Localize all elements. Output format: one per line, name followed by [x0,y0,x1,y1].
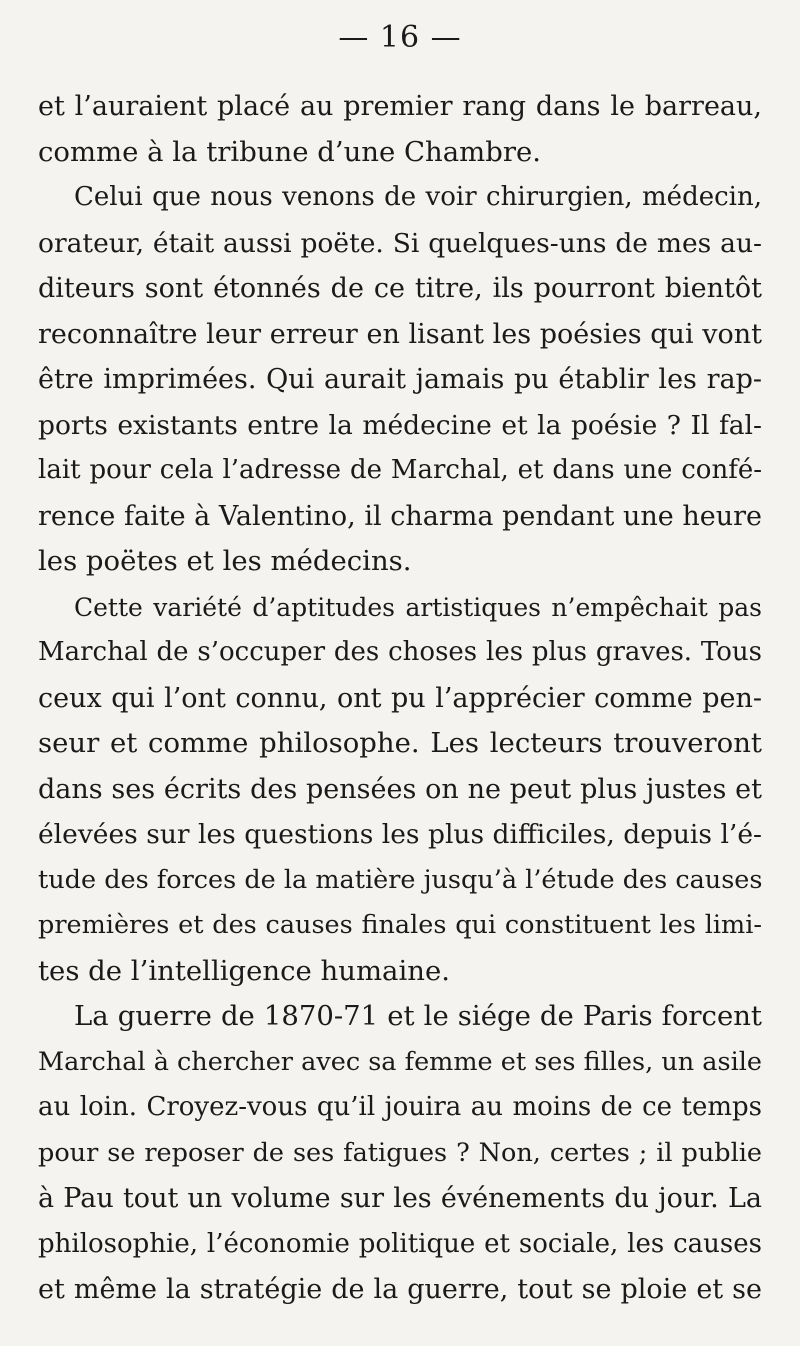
text-line: seur et comme philosophe. Les lecteurs trouveront [38,727,762,759]
text-line: dans ses écrits des pensées on ne peut plus justes et [38,773,762,805]
text-line: ports existants entre la médecine et la poésie ? Il fal- [38,409,762,441]
text-line: diteurs sont étonnés de ce titre, ils pourront bientôt [38,273,762,304]
text-line: ceux qui l’ont connu, ont pu l’apprécier comme pen- [38,682,762,714]
text-line: comme à la tribune d’une Chambre. [38,135,542,168]
text-line: tude des forces de la matière jusqu’à l’étude des causes [38,864,763,895]
text-line: philosophie, l’économie politique et sociale, les causes [38,1228,762,1259]
text-line: premières et des causes finales qui constituent les limi- [38,910,762,940]
text-line: lait pour cela l’adresse de Marchal, et dans une confé- [38,455,762,485]
text-line: La guerre de 1870-71 et le siége de Paris forcent [74,1000,762,1032]
text-line: élevées sur les questions les plus difficiles, depuis l’é- [38,819,762,850]
text-line: tes de l’intelligence humaine. [38,954,450,987]
text-line: rence faite à Valentino, il charma pendant une heure [38,500,762,532]
text-line: à Pau tout un volume sur les événements du jour. La [38,1183,762,1214]
text-line: au loin. Croyez-vous qu’il jouira au moins de ce temps [38,1092,762,1122]
text-line: Cette variété d’aptitudes artistiques n’empêchait pas [74,592,762,622]
text-line: les poëtes et les médecins. [38,545,412,577]
text-line: être imprimées. Qui aurait jamais pu établir les rap- [38,364,762,395]
text-line: Marchal de s’occuper des choses les plus graves. Tous [38,637,762,667]
text-line: Celui que nous venons de voir chirurgien, médecin, [74,182,762,212]
text-line: et même la stratégie de la guerre, tout se ploie et se [38,1274,762,1305]
text-line: orateur, était aussi poëte. Si quelques-uns de mes au- [38,227,762,259]
page-number: — 16 — [338,20,462,55]
text-line: Marchal à chercher avec sa femme et ses filles, un asile [38,1046,762,1077]
text-line: reconnaître leur erreur en lisant les poésies qui vont [38,318,762,350]
text-line: et l’auraient placé au premier rang dans le barreau, [38,91,762,122]
text-line: pour se reposer de ses fatigues ? Non, certes ; il publie [38,1137,762,1168]
body-text [38,84,762,1313]
